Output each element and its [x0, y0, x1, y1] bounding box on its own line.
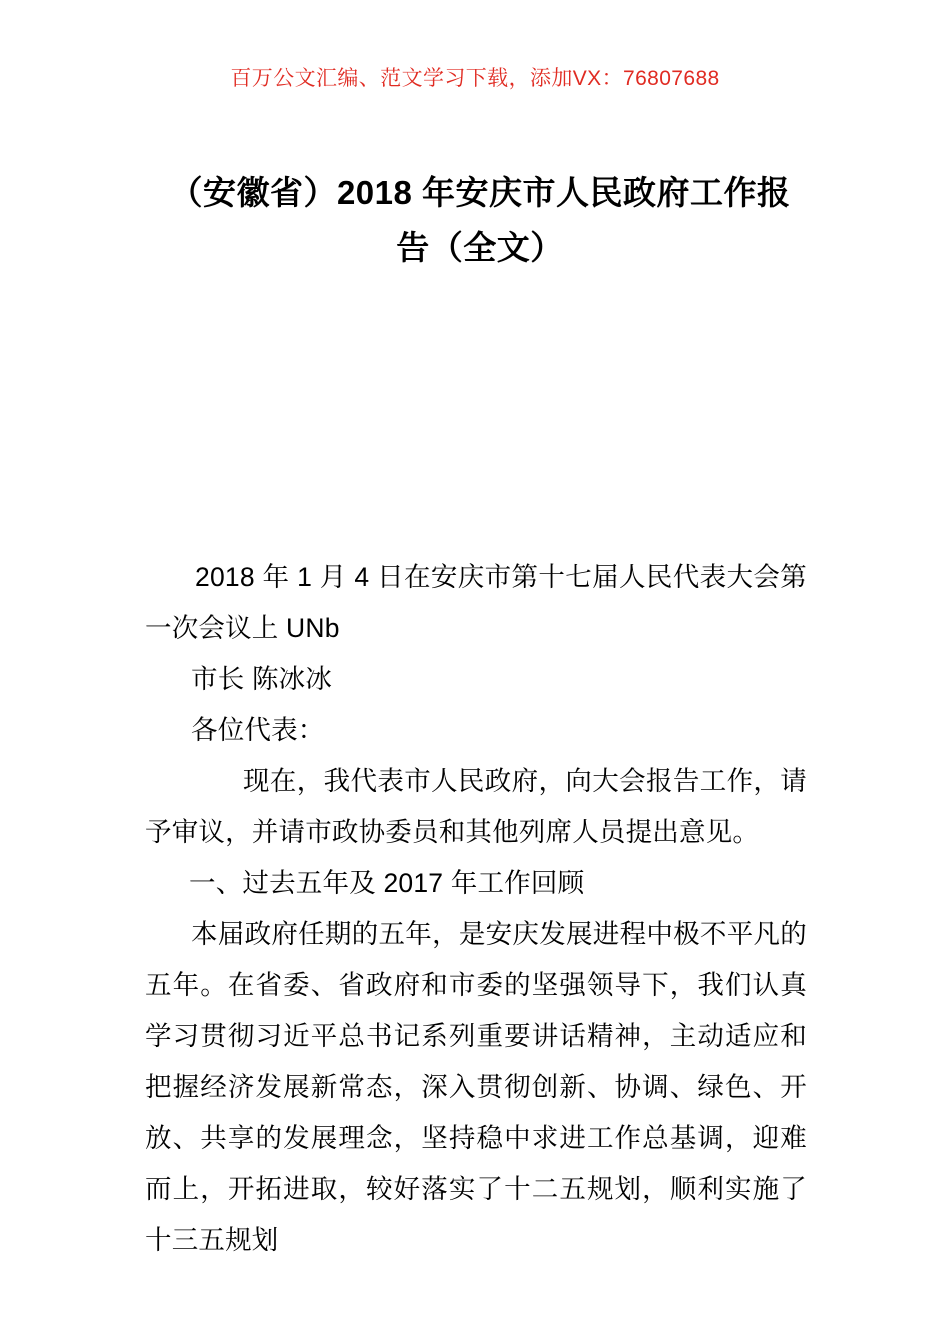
meeting-line: 2018 年 1 月 4 日在安庆市第十七届人民代表大会第一次会议上 UNb [145, 562, 807, 643]
opening-paragraph: 现在，我代表市人民政府，向大会报告工作，请予审议，并请市政协委员和其他列席人员提出意见。 [145, 766, 807, 847]
promo-watermark-text: 百万公文汇编、范文学习下载，添加VX：76807688 [230, 67, 720, 90]
document-title-line-2: 告（全文） [396, 229, 564, 267]
salutation-line: 各位代表： [191, 715, 325, 745]
section-heading-one: 一、过去五年及 2017 年工作回顾 [189, 868, 585, 898]
speaker-line: 市长 陈冰冰 [191, 664, 333, 694]
document-title [150, 165, 810, 275]
section-one-paragraph: 本届政府任期的五年，是安庆发展进程中极不平凡的五年。在省委、省政府和市委的坚强领导下，我们认真学习贯彻习近平总书记系列重要讲话精神，主动适应和把握经济发展新常态，深入贯彻创新、协调、绿色、开放、共享的发展理念，坚持稳中求进工作总基调，迎难而上，开拓进取，较好落实了十二五规划，顺利实施了十三五规划 [145, 919, 807, 1255]
document-body [145, 552, 807, 1266]
promo-banner [0, 62, 950, 92]
document-title-line-1: （安徽省）2018 年安庆市人民政府工作报 [169, 174, 791, 212]
